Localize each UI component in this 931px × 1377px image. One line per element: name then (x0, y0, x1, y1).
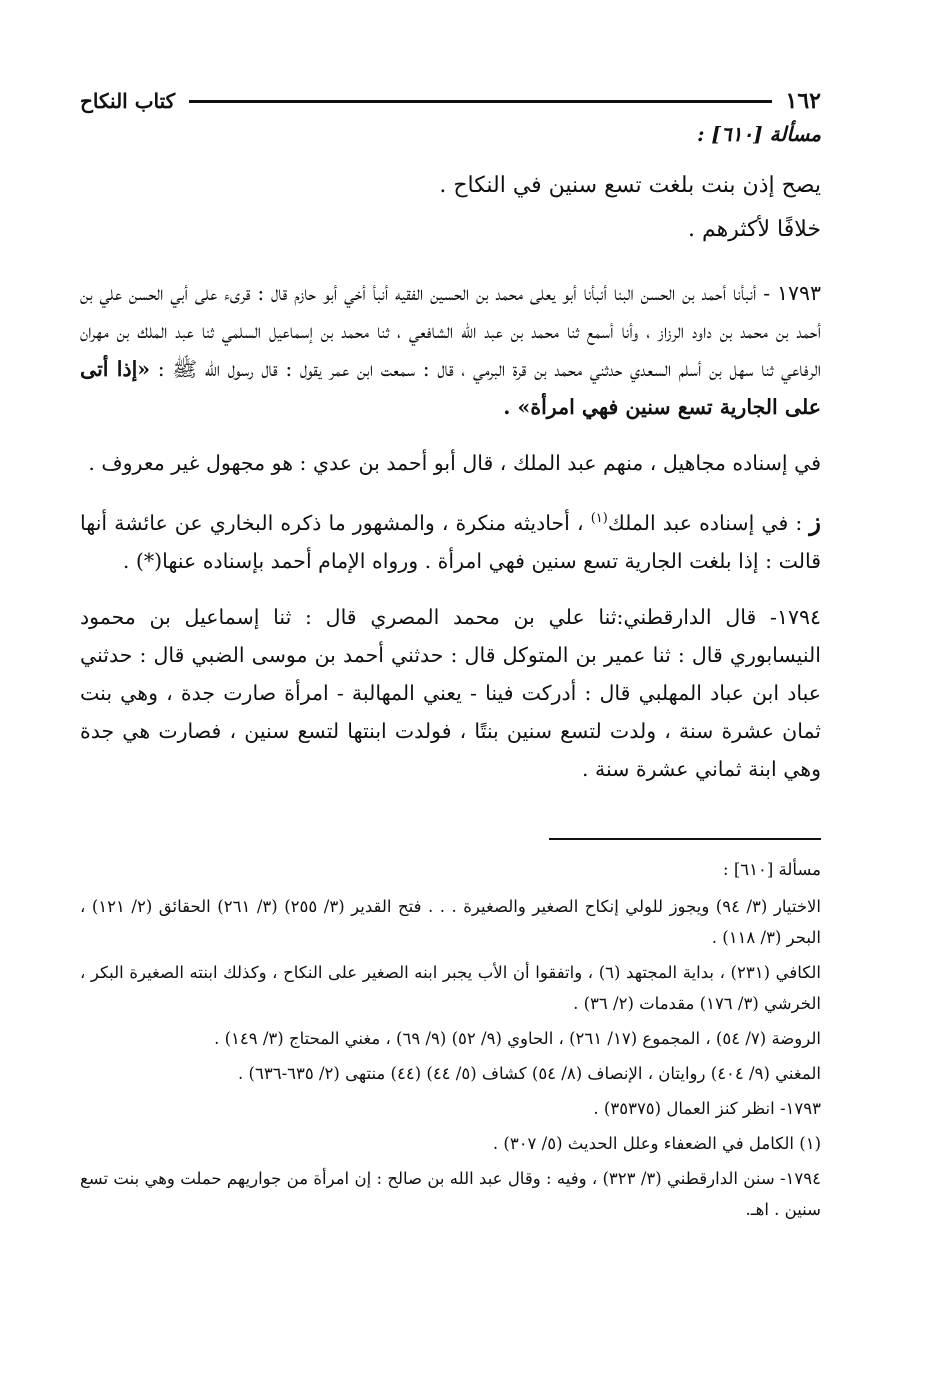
footnote-item: ١٧٩٤- سنن الدارقطني (٣/ ٣٢٣) ، وفيه : وقال عبد الله بن صالح : إن امرأة من جواريهم حملت وهي بنت تسع سنين . اهـ. (80, 1168, 821, 1219)
hadith-1793-quote: «إذا أتى على الجارية تسع سنين فهي امرأة» . (80, 357, 821, 419)
footnote-ref-1[interactable]: (١) (590, 511, 608, 526)
hadith-1793 (80, 274, 821, 426)
zay-note-before: : في إسناده عبد الملك (607, 510, 810, 535)
footnote-item: الروضة (٧/ ٥٤) ، المجموع (١٧/ ٢٦١) ، الحاوي (٩/ ٥٢) (٩/ ٦٩) ، مغني المحتاج (٣/ ١٤٩) . (214, 1028, 821, 1048)
hadith-1794: ١٧٩٤- قال الدارقطني:ثنا علي بن محمد المصري قال : ثنا إسماعيل بن محمود النيسابوري قال : ثنا عمير بن المتوكل قال : حدثني أحمد بن موسى الضبي قال : حدثني عباد ابن عباد المهلبي قال : أدركت فينا - يعني المهالبة - امرأة صارت جدة ، وهي بنت ثمان عشرة سنة ، ولدت لتسع سنين بنتًا ، فولدت ابنتها لتسع سنين ، فصارت هي جدة وهي ابنة ثماني عشرة سنة . (80, 604, 821, 781)
footnote-title: مسألة [٦١٠] : (723, 859, 821, 879)
footnote-separator (549, 838, 821, 840)
footnotes (80, 854, 821, 1225)
header-rule (189, 100, 771, 103)
footnote-item: الاختيار (٣/ ٩٤) ويجوز للولي إنكاح الصغير والصغيرة . . . فتح القدير (٣/ ٢٥٥) (٣/ ٢٦١) الحقائق (٢/ ١٢١) ، البحر (٣/ ١١٨) . (80, 896, 822, 947)
ruling-statement: يصح إذن بنت بلغت تسع سنين في النكاح . (439, 173, 821, 198)
footnote-item: المغني (٩/ ٤٠٤) روايتان ، الإنصاف (٨/ ٥٤) كشاف (٥/ ٤٤) (٤٤) منتهى (٢/ ٦٣٥-٦٣٦) . (238, 1063, 821, 1083)
hadith-1793-chain: ١٧٩٣ - أنبأنا أحمد بن الحسن البنا أنبأنا أبو يعلى محمد بن الحسين الفقيه أنبأ أخي أبو حازم قال : قرىء على أبي الحسن علي بن أحمد بن محمد بن داود الرزاز ، وأنا أسمع ثنا محمد بن عبد الله الشافعي ، ثنا محمد بن إسماعيل السلمي ثنا عبد الملك بن مهران الرفاعي ثنا سهل بن أسلم السعدي حدثني محمد بن قرة البرمي ، قال : سمعت ابن عمر يقول : قال رسول الله ﷺ : (80, 281, 821, 381)
disagreement-statement: خلافًا لأكثرهم . (688, 217, 821, 242)
footnote-item: ١٧٩٣- انظر كنز العمال (٣٥٣٧٥) . (593, 1098, 821, 1118)
footnote-item: الكافي (٢٣١) ، بداية المجتهد (٦) ، واتفقوا أن الأب يجبر ابنه الصغير على النكاح ، وكذلك ابنته الصغيرة البكر ، الخرشي (٣/ ١٧٦) مقدمات (٢/ ٣٦) . (80, 962, 821, 1013)
page-number: ١٦٢ (785, 88, 821, 114)
zay-note (80, 500, 821, 580)
zay-marker: ز (809, 506, 821, 536)
running-head (80, 86, 821, 116)
footnote-item: (١) الكامل في الضعفاء وعلل الحديث (٥/ ٣٠٧) . (492, 1133, 821, 1153)
masala-heading: مسألة [٦١٠] : (697, 122, 821, 146)
book-title: كتاب النكاح (80, 89, 176, 113)
zay-note-after: ، أحاديثه منكرة ، والمشهور ما ذكره البخاري عن عائشة أنها قالت : إذا بلغت الجارية تسع سنين فهي امرأة . ورواه الإمام أحمد بإسناده عنها(*) . (80, 510, 821, 573)
chain-commentary: في إسناده مجاهيل ، منهم عبد الملك ، قال أبو أحمد بن عدي : هو مجهول غير معروف . (88, 451, 821, 475)
